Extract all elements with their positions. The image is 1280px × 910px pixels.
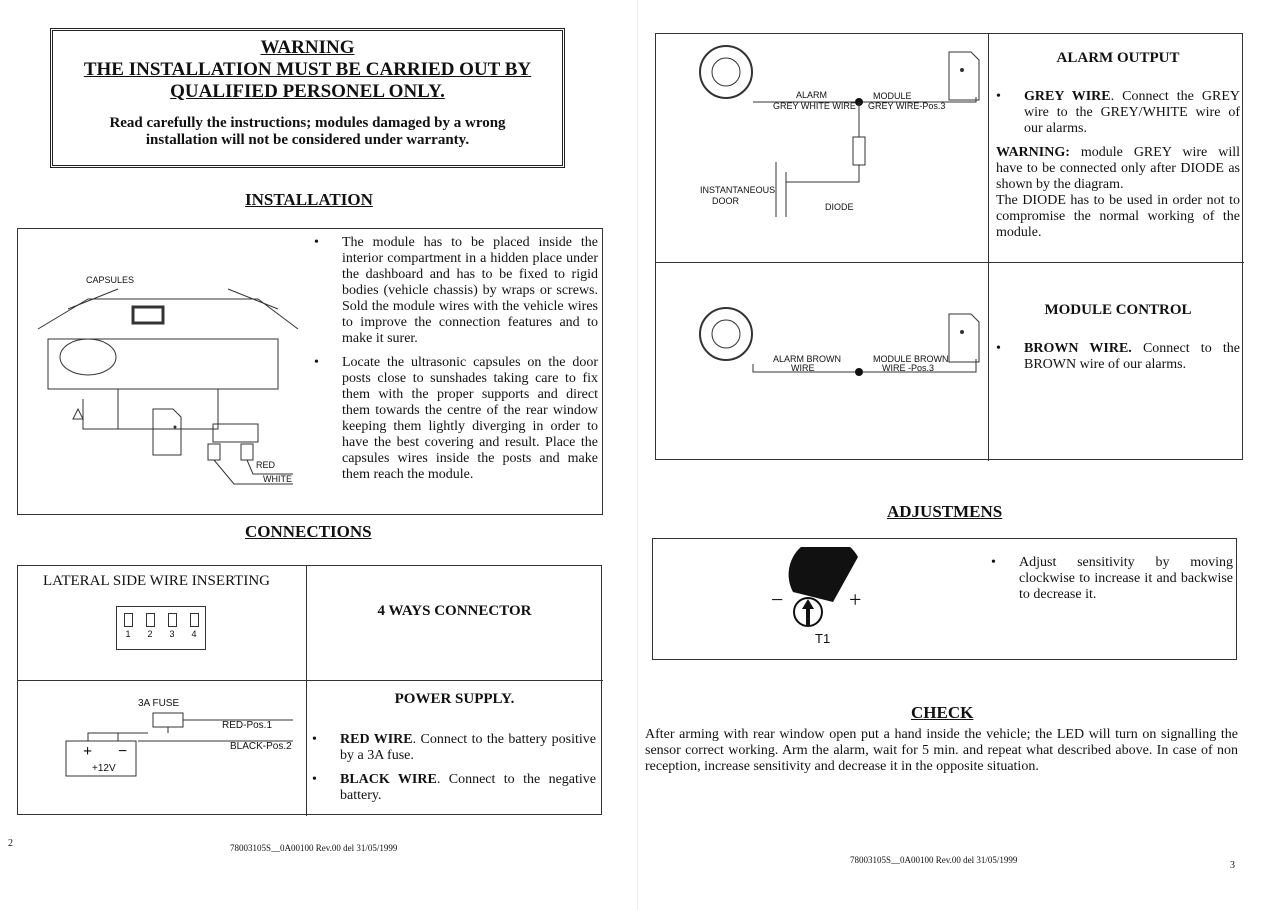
warning-box [50, 28, 565, 168]
connections-table [17, 565, 602, 815]
adjust-item: • Adjust sensitivity by moving clockwise to increase it and backwise to decrease it. [991, 555, 1233, 603]
alarm-output-title: ALARM OUTPUT [1056, 50, 1180, 66]
installation-bullets [314, 235, 598, 491]
wire-pos-label: WIRE -Pos.3 [882, 363, 935, 373]
fuse-label: 3A FUSE [138, 698, 180, 709]
warning-title: WARNING [260, 37, 355, 58]
grey-white-label: GREY WHITE WIRE [773, 101, 856, 111]
minus-sign: − [771, 587, 784, 612]
plus-sign: + [83, 743, 93, 760]
black-wire-item: • BLACK WIRE. Connect to the negative battery. [312, 772, 596, 804]
power-bullets [312, 732, 596, 812]
diode-label: DIODE [825, 202, 854, 212]
red-pos-label: RED-Pos.1 [222, 720, 273, 731]
page-number-left: 2 [8, 838, 13, 849]
warning-line1: THE INSTALLATION MUST BE CARRIED OUT BY [83, 59, 532, 80]
pin-2: 2 [146, 613, 155, 649]
page-fold [637, 0, 638, 910]
capsules-label: CAPSULES [86, 275, 135, 285]
installation-bullet: • The module has to be placed inside the interior compartment in a hidden place under the dashboard and has to be fixed to rigid bodies (vehicle chassis) by wraps or screws. Sold the module wires with the vehicle wires to improve the connection features and to make it surer. [314, 235, 598, 347]
installation-heading: INSTALLATION [245, 190, 373, 209]
t1-label: T1 [815, 631, 831, 646]
module-brown-label: MODULE BROWN [873, 354, 949, 364]
alarm-wire-label: WIRE [791, 363, 815, 373]
connections-heading: CONNECTIONS [245, 522, 372, 541]
power-supply-title: POWER SUPPLY. [394, 691, 515, 707]
footer-right: 78003105S__0A00100 Rev.00 del 31/05/1999 [850, 855, 1018, 865]
installation-box [17, 228, 603, 515]
footer-left: 78003105S__0A00100 Rev.00 del 31/05/1999 [230, 843, 398, 853]
outputs-table [655, 33, 1243, 460]
page-number-right: 3 [1230, 860, 1235, 871]
module-control-diagram [691, 304, 991, 384]
diode-note: The DIODE has to be used in order not to compromise the normal working of the module. [996, 193, 1240, 240]
module-label: MODULE [873, 91, 912, 101]
volt-label: +12V [92, 763, 116, 774]
alarm-label: ALARM [796, 90, 828, 100]
lateral-label: LATERAL SIDE WIRE INSERTING [43, 573, 270, 589]
brown-wire-item: • BROWN WIRE. Connect to the BROWN wire of our alarms. [996, 341, 1240, 373]
minus-sign: − [118, 743, 128, 760]
module-control-title: MODULE CONTROL [1044, 302, 1192, 318]
installation-bullet: • Locate the ultrasonic capsules on the door posts close to sunshades taking care to fix them with the proper supports and direct them towards the centre of the rear window keeping them lightly diverging in order to have the best covering and result. Place the capsules wires inside the posts and make them reach the module. [314, 355, 598, 483]
adjustments-box [652, 538, 1237, 660]
black-pos-label: BLACK-Pos.2 [230, 741, 292, 752]
alarm-brown-label: ALARM BROWN [773, 354, 842, 364]
grey-wire-item: • GREY WIRE. Connect the GREY wire to the GREY/WHITE wire of our alarms. [996, 89, 1240, 137]
check-text: After arming with rear window open put a hand inside the vehicle; the LED will turn on signalling the sensor correct working. Arm the alarm, wait for 5 min. and repeat what described above. In case of non reception, increase sensitivity and decrease it in the opposite situation. [645, 727, 1238, 774]
connector-diagram [116, 606, 206, 650]
red-wire-item: • RED WIRE. Connect to the battery positive by a 3A fuse. [312, 732, 596, 764]
warning-line2: QUALIFIED PERSONEL ONLY. [170, 81, 445, 102]
pin-4: 4 [190, 613, 199, 649]
pin-3: 3 [168, 613, 177, 649]
grey-pos-label: GREY WIRE-Pos.3 [868, 101, 946, 111]
four-ways-title: 4 WAYS CONNECTOR [377, 603, 532, 619]
white-label: WHITE [263, 474, 292, 484]
instantaneous-label: INSTANTANEOUS [700, 185, 776, 195]
check-heading: CHECK [911, 703, 974, 722]
plus-sign: + [849, 587, 862, 612]
pin-1: 1 [124, 613, 133, 649]
warning-note: WARNING: module GREY wire will have to be connected only after DIODE as shown by the diagram. [996, 145, 1240, 192]
red-label: RED [256, 460, 276, 470]
warning-text: Read carefully the instructions; modules damaged by a wrong installation will not be considered under warranty. [109, 115, 506, 148]
adjustments-heading: ADJUSTMENS [887, 502, 1003, 521]
door-label: DOOR [712, 196, 739, 206]
